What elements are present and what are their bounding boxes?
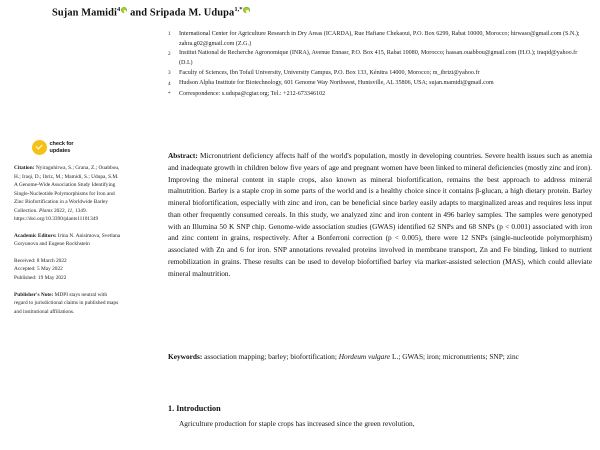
academic-editors-names: Irina N. Anisimova, Svetlana Goryunova and Eugene Rockhstein: [14, 232, 121, 248]
affiliation-number: 3: [168, 70, 171, 77]
author-affiliation-marker-corresponding: 1,*: [234, 6, 243, 13]
author-list: [52, 0, 552, 19]
check-for-updates-label: [50, 141, 74, 153]
keywords-section: [168, 351, 592, 363]
abstract-section: [168, 150, 592, 279]
author-name-udupa: Sripada M. Udupa: [149, 7, 235, 19]
citation-volume: 11: [67, 207, 73, 214]
citation-block: [14, 164, 122, 224]
correspondence-item: [168, 90, 588, 100]
correspondence-marker: *: [168, 91, 171, 98]
date-published: Published: 19 May 2022: [14, 275, 67, 282]
publisher-note-label: Publisher's Note:: [14, 291, 54, 298]
article-sidebar: [14, 140, 122, 324]
check-updates-line1: check for: [49, 141, 74, 148]
author-affiliation-marker: 4: [117, 6, 121, 13]
keywords-label: Keywords:: [168, 352, 203, 361]
author-name-mamidi: Sujan Mamidi: [52, 7, 117, 19]
date-accepted: Accepted: 5 May 2022: [14, 266, 63, 273]
affiliation-item: [168, 79, 588, 89]
keywords-list-post: L.; GWAS; iron; micronutrients; SNP; zinc: [390, 352, 519, 361]
citation-label: Citation:: [14, 165, 35, 171]
affiliation-number: 2: [168, 50, 171, 57]
academic-editors-block: [14, 232, 122, 249]
affiliation-text: International Center for Agriculture Research in Dry Areas (ICARDA), Rue Hafiane Chekaoui, P.O. Box 6299, Rabat 10000, Morocco; hirwaso@gmail.com (S.N.); zahra.g02@gmail.com (Z.G.): [179, 31, 580, 47]
orcid-icon[interactable]: [121, 7, 128, 14]
affiliation-item: [168, 69, 588, 79]
correspondence-text: Correspondence: s.udupa@cgiar.org; Tel.: +212-673346102: [179, 90, 326, 97]
citation-year: 2022,: [52, 207, 68, 214]
citation-journal: Plants: [38, 207, 53, 214]
affiliation-text: Faculty of Sciences, Ibn Tofail University, University Campus, P.O. Box 133, Kénitra 14000, Morocco; m_ibrizi@yahoo.fr: [179, 69, 480, 76]
keywords-list-pre: association mapping; barley; biofortification;: [202, 352, 339, 361]
check-circle-icon: [32, 140, 47, 155]
abstract-text: Micronutrient deficiency affects half of the world's population, mostly in developing countries. Severe health issues such as anemia and inadequate growth in children below five years of age and pregnant women have been linked to mineral deficiencies (mostly zinc and iron). Improving the mineral content in staple crops, also known as mineral biofortification, remains the best approach to address mineral malnutrition. Barley is a staple crop in some parts of the world and is a healthy choice since it contains β-glucan, a high dietary protein. Barley mineral biofortification, especially with zinc and iron, can be beneficial since barley easily adapts to marginalized areas and requires less input than other frequently consumed cereals. In this study, we analyzed zinc and iron content in 496 barley samples. The samples were genotyped with an Illumina 50 K SNP chip. Genome-wide association studies (GWAS) identified 62 SNPs and 68 SNPs (p < 0.001) associated with iron and zinc content in grains, respectively. After a Bonferroni correction (p < 0.005), there were 12 SNPs (single-nucleotide polymorphism) associated with Zn and 6 for iron. SNP annotations revealed proteins involved in membrane transport, Zn and Fe binding, linked to nutrient remobilization in grains. These results can be used to develop biofortified barley via marker-assisted selection (MAS), which could alleviate mineral malnutrition.: [168, 151, 592, 278]
affiliation-text: Hudson Alpha Institute for Biotechnology, 601 Genome Way Northwest, Huntsville, AL 35806, USA; sujan.mamidi@gmail.com: [179, 80, 494, 87]
affiliation-list: [168, 30, 588, 100]
check-for-updates-badge[interactable]: [32, 140, 122, 155]
orcid-icon[interactable]: [243, 7, 250, 14]
publication-dates: [14, 257, 122, 283]
citation-doi[interactable]: , 1349. https://doi.org/10.3390/plants11101349: [14, 207, 99, 223]
keywords-species-name: Hordeum vulgare: [338, 352, 391, 361]
academic-editors-label: Academic Editors:: [14, 232, 57, 239]
affiliation-number: 1: [168, 31, 171, 38]
introduction-paragraph: Agriculture production for staple crops has increased since the green revolution,: [179, 419, 415, 428]
section-heading-introduction: 1. Introduction: [168, 404, 221, 413]
author-connector: and: [130, 7, 148, 19]
affiliation-number: 4: [168, 80, 171, 87]
publisher-note-text: MDPI stays neutral with regard to jurisdictional claims in published maps and institutional affiliations.: [14, 291, 119, 315]
check-updates-line2: updates: [49, 147, 71, 154]
abstract-label: Abstract:: [168, 151, 198, 160]
affiliation-item: [168, 30, 588, 49]
affiliation-text: Institut National de Recherche Agronomique (INRA), Avenue Ennasr, P.O. Box 415, Rabat 10080, Morocco; hassan.ouabbou@gmail.com (H.O.); iraqid@yahoo.fr (D.I.): [179, 50, 578, 67]
affiliation-item: [168, 49, 588, 68]
date-received: Received: 8 March 2022: [14, 257, 67, 264]
citation-text: Nyiraguhirwa, S.; Grana, Z.; Ouabbou, H.; Iraqi, D.; Ibriz, M.; Mamidi, S.; Udupa, S.M. A Genome-Wide Association Study Identifying Single-Nucleotide Polymorphisms for Iron and Zinc Biofortification in a Worldwide Barley Collection.: [14, 165, 120, 214]
author-list-clipped-line: [52, 0, 552, 3]
publisher-note-block: [14, 291, 122, 317]
